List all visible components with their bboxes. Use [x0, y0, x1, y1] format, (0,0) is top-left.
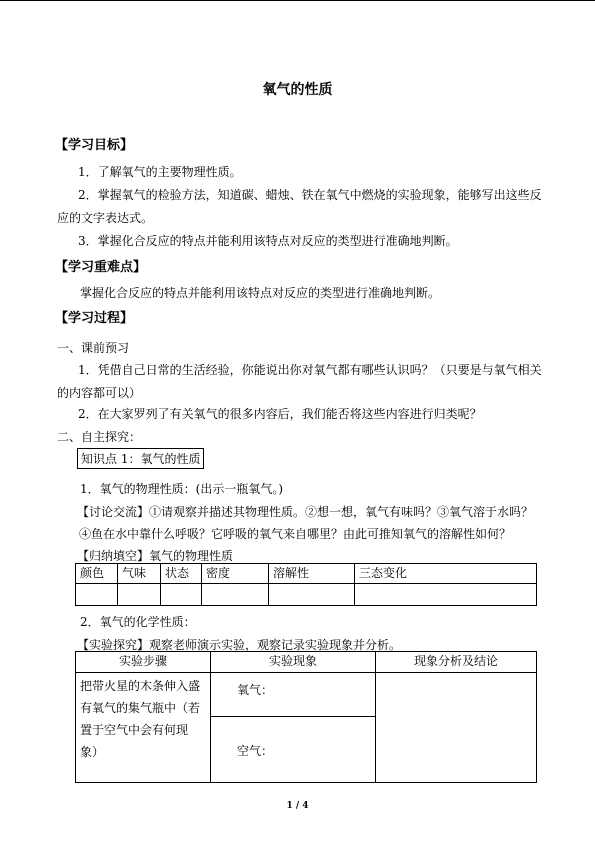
goal-item: 应的文字表达式。 [57, 211, 154, 225]
experiment-step-line: 置于空气中会有何现 [80, 723, 189, 737]
goals-heading: 【学习目标】 [55, 138, 134, 153]
experiment-step-line: 有氧气的集气瓶中（若 [80, 701, 201, 715]
table-row [76, 584, 537, 606]
physical-properties-title: 1．氧气的物理性质：(出示一瓶氧气。) [80, 482, 283, 496]
experiment-step-line: 把带火星的木条伸入盛 [80, 679, 201, 693]
table-header-cell: 实验现象 [211, 652, 376, 673]
table-header-cell: 气味 [118, 564, 161, 584]
page-number: 1 / 4 [286, 801, 309, 811]
table-row [76, 673, 537, 717]
goal-item: 2．掌握氧气的检验方法，知道碳、蜡烛、铁在氧气中燃烧的实验现象，能够写出这些反 [78, 188, 542, 202]
top-border-line [0, 0, 595, 1]
explore-heading: 二、自主探究： [57, 430, 142, 444]
experiment-label: 【实验探究】观察老师演示实验，观察记录实验现象并分析。 [77, 638, 402, 652]
table-header-row [76, 652, 537, 673]
experiment-step-line: 象） [80, 745, 105, 759]
preview-heading: 一、课前预习 [57, 341, 130, 355]
observation-oxygen-cell: 氧气： [211, 673, 376, 717]
table-header-row [76, 564, 537, 584]
chemical-properties-title: 2．氧气的化学性质： [80, 615, 196, 629]
knowledge-point-box: 知识点 1：氧气的性质 [77, 448, 204, 469]
key-text: 掌握化合反应的特点并能利用该特点对反应的类型进行准确地判断。 [80, 286, 441, 300]
summary-label: 【归纳填空】氧气的物理性质 [77, 549, 234, 563]
preview-question-1: 1．凭借自己日常的生活经验，你能说出你对氧气都有哪些认识吗？（只要是与氧气相关 [78, 363, 542, 377]
table-header-cell: 现象分析及结论 [376, 652, 537, 673]
experiment-step-cell [76, 673, 211, 783]
table-header-cell: 颜色 [76, 564, 118, 584]
discussion-line: ④鱼在水中靠什么呼吸？它呼吸的氧气来自哪里？由此可推知氧气的溶解性如何？ [79, 527, 512, 541]
observation-air-cell: 空气： [211, 717, 376, 783]
process-heading: 【学习过程】 [55, 311, 134, 326]
table-cell-empty [161, 584, 202, 606]
preview-question-2: 2．在大家罗列了有关氧气的很多内容后，我们能否将这些内容进行归类呢？ [78, 407, 482, 421]
table-cell-empty [76, 584, 118, 606]
goal-item: 3．掌握化合反应的特点并能利用该特点对反应的类型进行准确地判断。 [78, 234, 458, 248]
experiment-table [75, 651, 537, 783]
goal-item: 1．了解氧气的主要物理性质。 [78, 165, 242, 179]
analysis-cell-empty [376, 673, 537, 783]
table-cell-empty [355, 584, 537, 606]
table-header-cell: 实验步骤 [76, 652, 211, 673]
table-cell-empty [202, 584, 269, 606]
table-header-cell: 密度 [202, 564, 269, 584]
physical-properties-table [75, 563, 537, 606]
table-header-cell: 三态变化 [355, 564, 537, 584]
page-title: 氧气的性质 [262, 82, 333, 98]
key-heading: 【学习重难点】 [55, 260, 147, 275]
table-header-cell: 状态 [161, 564, 202, 584]
table-cell-empty [118, 584, 161, 606]
table-cell-empty [269, 584, 355, 606]
preview-question-1-cont: 的内容都可以） [57, 386, 142, 400]
table-header-cell: 溶解性 [269, 564, 355, 584]
discussion-line: 【讨论交流】①请观察并描述其物理性质。②想一想，氧气有味吗？③氧气溶于水吗？ [77, 505, 534, 519]
